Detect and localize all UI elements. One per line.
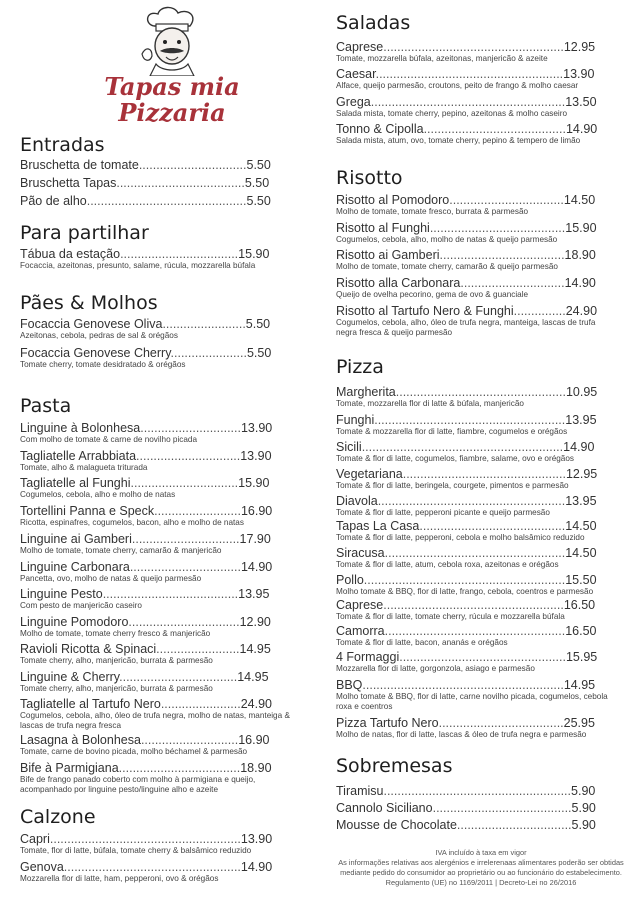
menu-item-description: Salada mista, tomate cherry, pepino, azeitonas & molho caseiro [336,109,568,118]
dot-leader: ............... [513,304,566,318]
menu-item-description: Ricotta, espinafres, cogumelos, bacon, alho e molho de natas [20,518,244,527]
menu-item-price: 5.50 [244,176,270,190]
dot-leader: ....................................... [102,587,239,601]
menu-item [336,494,600,508]
menu-item-price: 13.90 [240,421,273,435]
menu-item-name: Tagliatelle al Funghi [20,476,131,490]
menu-item-price: 5.90 [571,801,596,815]
menu-item [20,615,275,629]
menu-item-price: 14.90 [240,560,273,574]
menu-item [20,449,275,463]
menu-item-name: Tonno & Cipolla [336,122,424,136]
dot-leader: ..................................... [116,176,245,190]
dot-leader: .............................................. [86,194,247,208]
menu-item-description: Queijo de ovelha pecorino, gema de ovo & guanciale [336,290,529,299]
menu-item-price: 13.90 [563,67,595,81]
brand-logo [92,6,252,131]
menu-item-name: Linguine Pomodoro [20,615,129,629]
menu-item-description: Molho de tomate, tomate cherry, camarão & manjericão [20,546,222,555]
menu-item-price: 24.90 [565,304,598,318]
menu-item-price: 5.50 [246,158,271,172]
menu-item-description: Cogumelos, cebola, alho e molho de natas [20,490,176,499]
menu-item-description: Tomate & flor di latte, cogumelos, fiambre, salame, ovo e orégãos [336,454,575,463]
menu-item-description: Mozzarella flor di latte, gorgonzola, asiago e parmesão [336,664,535,673]
menu-item [20,504,275,518]
dot-leader: ....................................................... [374,413,566,427]
dot-leader: ................................ [129,560,241,574]
menu-item-name: Caprese [336,40,384,54]
menu-item-price: 5.50 [246,346,272,360]
menu-item-name: Bruschetta Tapas [20,176,117,190]
menu-item-name: Pão de alho [20,194,87,208]
menu-item-name: Bruschetta de tomate [20,158,139,172]
menu-item-name: Tagliatelle Arrabbiata [20,449,137,463]
menu-item-price: 24.90 [240,697,272,711]
menu-item-price: 10.95 [565,385,598,399]
menu-item-name: Mousse de Chocolate [336,818,457,832]
menu-item-name: Risotto ai Gamberi [336,248,440,262]
menu-item-name: Bife à Parmigiana [20,761,119,775]
menu-item-name: Caesar [336,67,376,81]
menu-item [336,716,600,730]
menu-item-price: 12.95 [565,467,598,481]
menu-item-description: Bife de frango panado coberto com molho à parmigiana e queijo, acompanhado por linguine pesto/linguine alho e azeite [20,775,256,794]
menu-item [336,624,600,638]
menu-item [336,801,600,815]
menu-item-name: Linguine & Cherry [20,670,120,684]
menu-item-price: 5.90 [571,784,596,798]
menu-item-description: Focaccia, azeitonas, presunto, salame, rúcula, mozzarella búfala [20,261,256,270]
menu-item-description: Tomate cherry, alho, manjericão, burrata & parmesão [20,656,213,665]
menu-item-description: Tomate & flor di latte, pepperoni picante e queijo parmesão [336,508,550,517]
menu-item [20,860,275,874]
menu-item-price: 15.90 [238,247,270,261]
menu-item [336,598,600,612]
menu-item [20,642,275,656]
dot-leader: ...................................................... [375,67,564,81]
dot-leader: ................................ [128,615,240,629]
menu-item-description: Molho de tomate, tomate cherry fresco & manjericão [20,629,211,638]
menu-item-description: Tomate & flor di latte, beringela, courgete, pimentos e parmesão [336,481,569,490]
menu-item [336,546,600,560]
menu-item-description: Pancetta, ovo, molho de natas & queijo parmesão [20,574,202,583]
menu-item-description: Com molho de tomate & carne de novilho picada [20,435,198,444]
menu-item [20,346,275,360]
allergen-notice: As informações relativas aos alergénios e irrelerenaas alimentares poderão ser obtidas mediante pedido do consumidor ao proprietário ou ao funcionário do estabelecimento. Regulamento (UE) no 1169/2011 | Decreto-Lei no 26/2016 [338,858,624,887]
menu-item-name: Tapas La Casa [336,519,420,533]
dot-leader: .............................. [460,276,565,290]
menu-item [336,818,600,832]
section-title: Saladas [336,12,411,34]
menu-item-description: Azeitonas, cebola, pedras de sal & orégãos [20,331,178,340]
menu-item-name: Margherita [336,385,396,399]
menu-item-name: Grega [336,95,371,109]
menu-item [336,40,600,54]
menu-item-description: Tomate cherry, tomate desidratado & orégãos [20,360,186,369]
menu-item-name: Focaccia Genovese Cherry [20,346,171,360]
menu-item-name: Risotto alla Carbonara [336,276,461,290]
dot-leader: .................................................... [383,40,564,54]
menu-item-name: Tagliatelle al Tartufo Nero [20,697,161,711]
menu-item-description: Tomate, alho & malagueta triturada [20,463,148,472]
menu-item-name: Risotto al Pomodoro [336,193,450,207]
legal-footer [336,848,626,888]
menu-item-description: Molho de tomate, tomate cherry, camarão & queijo parmesão [336,262,558,271]
menu-item [336,784,600,798]
menu-item [336,248,600,262]
brand-name-line1: Tapas mia [104,72,240,101]
menu-item-name: BBQ [336,678,363,692]
menu-item-price: 16.50 [565,624,597,638]
menu-item-name: Linguine à Bolonhesa [20,421,141,435]
menu-item-name: Diavola [336,494,378,508]
menu-item-price: 16.90 [238,733,270,747]
menu-item [20,158,275,172]
dot-leader: ....................................... [429,221,566,235]
menu-item [336,573,600,587]
dot-leader: ......................... [154,504,241,518]
dot-leader: .................................. [120,247,239,261]
dot-leader: ............................ [140,733,239,747]
dot-leader: .................................... [438,716,564,730]
menu-item-description: Tomate & flor di latte, pepperoni, cebola e molho balsâmico reduzido [336,533,585,542]
dot-leader: .......................................................... [361,440,564,454]
menu-item-name: 4 Formaggi [336,650,400,664]
menu-item-name: Sicili [336,440,362,454]
chef-icon [132,6,212,76]
dot-leader: ...................................................... [377,494,566,508]
menu-item [20,532,275,546]
menu-item [336,304,600,318]
menu-item-price: 18.90 [240,761,272,775]
menu-item-description: Tomate, mozzarella búfala, azeitonas, manjericão & azeite [336,54,548,63]
menu-item-name: Vegetariana [336,467,403,481]
menu-item-price: 14.95 [563,678,596,692]
menu-item-price: 14.90 [240,860,273,874]
menu-item-description: Molho tomate & BBQ, flor di latte, frango, cebola, coentros e parmesão [336,587,594,596]
menu-item-price: 15.90 [565,221,597,235]
dot-leader: ........................ [162,317,246,331]
menu-item-description: Tomate & flor di latte, atum, cebola roxa, azeitonas e orégãos [336,560,559,569]
section-title: Pasta [20,395,72,417]
dot-leader: ................................................... [63,860,241,874]
menu-item-price: 13.95 [238,587,270,601]
menu-item-name: Tiramisu [336,784,384,798]
menu-item-price: 16.50 [563,598,596,612]
dot-leader: .................................................... [383,598,564,612]
section-title: Pizza [336,356,384,378]
menu-item-price: 25.95 [563,716,595,730]
menu-item [336,385,600,399]
menu-item-price: 18.90 [564,248,596,262]
dot-leader: ...................................................... [383,784,572,798]
dot-leader: ........................................ [432,801,572,815]
menu-item-description: Cogumelos, cebola, alho, óleo de trufa negra, manteiga, lascas de trufa negra fresca & queijo parmesão [336,318,596,337]
menu-item-price: 5.50 [245,317,271,331]
dot-leader: ......................................... [423,122,566,136]
section-title: Entradas [20,134,105,156]
menu-item [20,670,275,684]
menu-item-description: Tomate cherry, alho, manjericão, burrata & parmesão [20,684,213,693]
menu-item-price: 5.90 [571,818,596,832]
dot-leader: .................................................... [384,624,566,638]
menu-item-name: Genova [20,860,64,874]
dot-leader: .................................... [439,248,565,262]
dot-leader: ............................... [130,476,239,490]
menu-item-price: 17.90 [239,532,271,546]
menu-item-description: Tomate & flor di latte, tomate cherry, rúcula e mozzarella búfala [336,612,565,621]
menu-item [20,194,275,208]
menu-item-description: Cogumelos, cebola, alho, óleo de trufa negra, molho de natas, manteiga & lascas de trufa negra fresca [20,711,290,730]
menu-item-name: Tábua da estação [20,247,121,261]
section-title: Risotto [336,167,403,189]
menu-item-name: Funghi [336,413,375,427]
dot-leader: .......................................................... [363,573,566,587]
menu-item-name: Risotto al Tartufo Nero & Funghi [336,304,514,318]
menu-item-name: Siracusa [336,546,385,560]
menu-item-price: 15.50 [565,573,597,587]
menu-item [20,697,275,711]
menu-item-name: Capri [20,832,50,846]
menu-item-name: Lasagna à Bolonhesa [20,733,141,747]
menu-item [336,678,600,692]
dot-leader: ................................................. [395,385,566,399]
menu-item-price: 16.90 [240,504,273,518]
menu-item-price: 14.90 [564,276,596,290]
menu-item [20,247,275,261]
dot-leader: ........................ [156,642,240,656]
menu-item-description: Com pesto de manjericão caseiro [20,601,142,610]
menu-item-price: 14.90 [563,440,595,454]
menu-item [20,421,275,435]
menu-item-price: 12.95 [563,40,596,54]
menu-item-description: Molho tomate & BBQ, flor di latte, carne novilho picada, cogumelos, cebola roxa e coentros [336,692,608,711]
menu-item-price: 15.95 [565,650,598,664]
menu-item-price: 14.90 [565,122,598,136]
menu-item [20,832,275,846]
menu-item-price: 13.90 [240,449,272,463]
menu-item [20,176,275,190]
menu-item-price: 12.90 [239,615,271,629]
dot-leader: ............................................... [402,467,566,481]
menu-item-description: Tomate, carne de bovino picada, molho béchamel & parmesão [20,747,248,756]
menu-item-name: Tortellini Panna e Speck [20,504,155,518]
menu-item-name: Linguine Pesto [20,587,103,601]
menu-item-description: Tomate, mozzarella flor di latte & búfala, manjericão [336,399,524,408]
menu-item-description: Molho de tomate, tomate fresco, burrata & parmesão [336,207,529,216]
menu-item [336,276,600,290]
menu-item-name: Linguine ai Gamberi [20,532,132,546]
menu-item-description: Tomate, flor di latte, búfala, tomate cherry & balsâmico reduzido [20,846,252,855]
menu-item-description: Alface, queijo parmesão, croutons, peito de frango & molho caesar [336,81,579,90]
dot-leader: .............................. [136,449,241,463]
dot-leader: ............................... [131,532,240,546]
menu-item [336,467,600,481]
menu-item-price: 14.50 [565,519,597,533]
dot-leader: ...................... [170,346,247,360]
dot-leader: ................................... [118,761,241,775]
menu-item-name: Risotto al Funghi [336,221,430,235]
menu-item [336,67,600,81]
dot-leader: ................................. [456,818,572,832]
section-title: Sobremesas [336,755,453,777]
dot-leader: .......................................................... [362,678,564,692]
dot-leader: ........................................................ [370,95,566,109]
dot-leader: ....................................................... [49,832,241,846]
menu-item [20,587,275,601]
menu-item-price: 14.50 [565,546,597,560]
menu-item-price: 14.95 [237,670,269,684]
menu-item [336,413,600,427]
menu-item [20,476,275,490]
section-title: Calzone [20,806,96,828]
menu-item [336,519,600,533]
menu-item-price: 5.50 [246,194,271,208]
menu-item-name: Pollo [336,573,364,587]
menu-item [336,221,600,235]
menu-item [20,761,275,775]
menu-item-description: Cogumelos, cebola, alho, molho de natas & queijo parmesão [336,235,558,244]
menu-item-name: Linguine Carbonara [20,560,130,574]
dot-leader: ................................. [449,193,564,207]
menu-item-price: 13.95 [565,494,597,508]
menu-item [20,560,275,574]
menu-item-name: Pizza Tartufo Nero [336,716,439,730]
menu-item [336,650,600,664]
dot-leader: ................................................ [399,650,566,664]
menu-item [20,317,275,331]
menu-item-description: Tomate & mozzarella flor di latte, fiambre, cogumelos e orégãos [336,427,568,436]
menu-item-price: 15.90 [238,476,270,490]
brand-name-line2: Pizzaria [118,98,226,127]
vat-notice: IVA incluído à taxa em vigor [435,848,527,857]
menu-item-price: 13.50 [565,95,597,109]
menu-item [20,733,275,747]
menu-item-price: 13.95 [565,413,597,427]
menu-item [336,193,600,207]
menu-item-description: Mozzarella flor di latte, ham, pepperoni, ovo & orégãos [20,874,219,883]
dot-leader: .................................. [119,670,238,684]
menu-item [336,122,600,136]
menu-item-name: Caprese [336,598,384,612]
menu-item-name: Camorra [336,624,385,638]
section-title: Pães & Molhos [20,292,158,314]
dot-leader: .................................................... [384,546,566,560]
menu-item [336,95,600,109]
menu-item-name: Cannolo Siciliano [336,801,433,815]
menu-item-description: Tomate & flor di latte, bacon, ananás e orégãos [336,638,508,647]
dot-leader: ............................. [140,421,241,435]
menu-item-name: Ravioli Ricotta & Spinaci [20,642,157,656]
menu-item [336,440,600,454]
menu-item-description: Molho de natas, flor di latte, lascas & óleo de trufa negra e parmesão [336,730,587,739]
dot-leader: .......................................... [419,519,566,533]
menu-item-price: 13.90 [240,832,273,846]
dot-leader: ............................... [138,158,247,172]
menu-item-name: Focaccia Genovese Oliva [20,317,163,331]
menu-item-price: 14.95 [239,642,271,656]
menu-item-price: 14.50 [563,193,596,207]
dot-leader: ....................... [160,697,241,711]
menu-item-description: Salada mista, atum, ovo, tomate cherry, pepino & tempero de limão [336,136,581,145]
section-title: Para partilhar [20,222,149,244]
